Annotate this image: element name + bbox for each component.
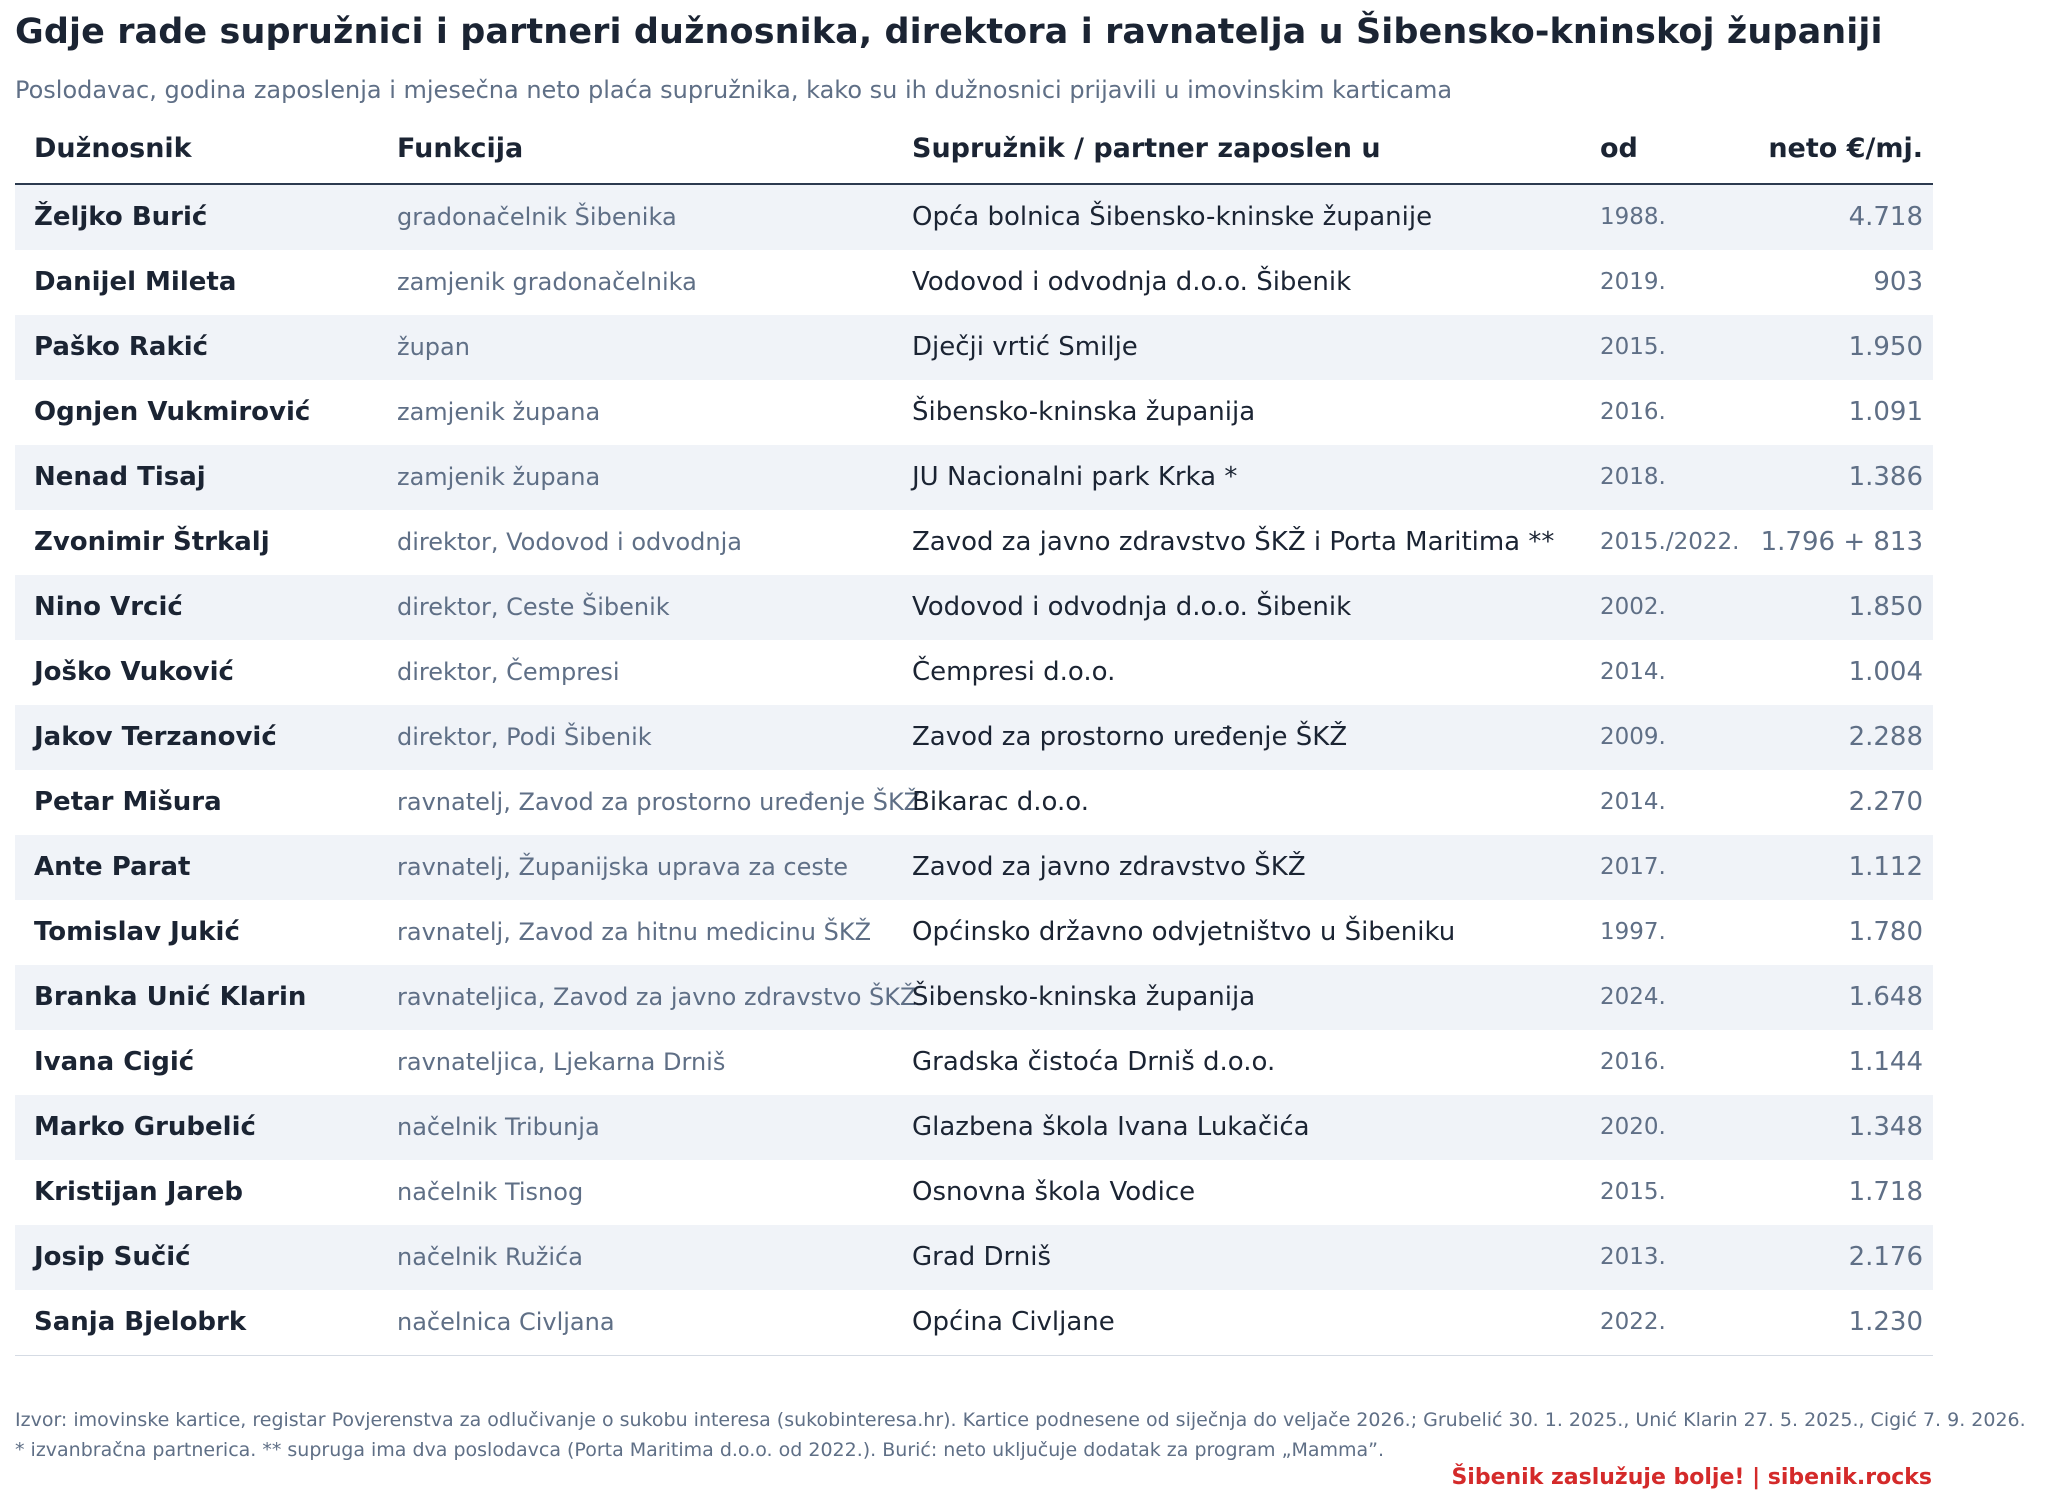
cell-official: Ivana Cigić	[34, 1047, 195, 1077]
cell-official: Paško Rakić	[34, 332, 209, 362]
cell-employer: Dječji vrtić Smilje	[912, 332, 1138, 362]
table-row	[15, 1160, 1933, 1225]
cell-employer: Čempresi d.o.o.	[912, 657, 1116, 687]
cell-official: Nino Vrcić	[34, 592, 183, 622]
table-row	[15, 185, 1933, 250]
table-row	[15, 835, 1933, 900]
source-note: Izvor: imovinske kartice, registar Povjerenstva za odlučivanje o sukobu interesa (sukobinteresa.hr). Kartice podnesene od siječnja do veljače 2026.; Grubelić 30. 1. 2025., Unić Klarin 27. 5. 2025., Cigić 7. 9. 2026.	[15, 1409, 2026, 1431]
cell-employer: Vodovod i odvodnja d.o.o. Šibenik	[912, 592, 1352, 622]
cell-salary: 1.950	[1848, 332, 1923, 362]
column-header-employer: Supružnik / partner zaposlen u	[912, 133, 1381, 164]
cell-since: 2015.	[1600, 334, 1666, 360]
table-row	[15, 510, 1933, 575]
cell-function: ravnatelj, Zavod za hitnu medicinu ŠKŽ	[397, 918, 872, 946]
cell-salary: 1.648	[1848, 982, 1923, 1012]
cell-employer: Zavod za javno zdravstvo ŠKŽ	[912, 852, 1306, 882]
table-header	[15, 118, 1933, 185]
column-header-salary: neto €/mj.	[1768, 133, 1923, 164]
cell-since: 2015./2022.	[1600, 529, 1740, 555]
cell-employer: Opća bolnica Šibensko-kninske županije	[912, 202, 1433, 232]
cell-employer: Općina Civljane	[912, 1307, 1115, 1337]
cell-salary: 903	[1873, 267, 1923, 297]
cell-since: 2019.	[1600, 269, 1666, 295]
cell-official: Petar Mišura	[34, 787, 222, 817]
cell-employer: Vodovod i odvodnja d.o.o. Šibenik	[912, 267, 1352, 297]
cell-since: 2018.	[1600, 464, 1666, 490]
cell-employer: Šibensko-kninska županija	[912, 982, 1256, 1012]
cell-official: Željko Burić	[34, 202, 208, 232]
cell-function: ravnatelj, Županijska uprava za ceste	[397, 853, 849, 881]
table-row	[15, 250, 1933, 315]
cell-function: župan	[397, 333, 470, 361]
column-header-function: Funkcija	[397, 133, 524, 164]
table-bottom-rule	[15, 1355, 1933, 1356]
cell-employer: Zavod za prostorno uređenje ŠKŽ	[912, 722, 1348, 752]
cell-salary: 1.112	[1848, 852, 1923, 882]
table-row	[15, 445, 1933, 510]
cell-since: 2022.	[1600, 1309, 1666, 1335]
cell-function: direktor, Ceste Šibenik	[397, 593, 670, 621]
cell-since: 2014.	[1600, 659, 1666, 685]
cell-function: načelnik Tribunja	[397, 1113, 600, 1141]
table-row	[15, 900, 1933, 965]
cell-official: Ognjen Vukmirović	[34, 397, 311, 427]
cell-salary: 1.796 + 813	[1760, 527, 1923, 557]
cell-function: načelnik Tisnog	[397, 1178, 584, 1206]
cell-employer: Gradska čistoća Drniš d.o.o.	[912, 1047, 1276, 1077]
cell-employer: Osnovna škola Vodice	[912, 1177, 1196, 1207]
cell-official: Zvonimir Štrkalj	[34, 527, 270, 557]
footnotes	[15, 1405, 2026, 1465]
cell-since: 2020.	[1600, 1114, 1666, 1140]
cell-since: 1988.	[1600, 204, 1666, 230]
cell-salary: 2.176	[1848, 1242, 1923, 1272]
cell-salary: 1.348	[1848, 1112, 1923, 1142]
cell-official: Branka Unić Klarin	[34, 982, 307, 1012]
cell-employer: JU Nacionalni park Krka *	[912, 462, 1238, 492]
cell-employer: Glazbena škola Ivana Lukačića	[912, 1112, 1310, 1142]
cell-salary: 1.718	[1848, 1177, 1923, 1207]
table-row	[15, 1030, 1933, 1095]
cell-salary: 1.004	[1848, 657, 1923, 687]
column-header-official: Dužnosnik	[34, 133, 192, 164]
cell-salary: 1.850	[1848, 592, 1923, 622]
page-title: Gdje rade supružnici i partneri dužnosnika, direktora i ravnatelja u Šibensko-kninskoj županiji	[15, 12, 1883, 52]
cell-salary: 1.091	[1848, 397, 1923, 427]
cell-function: ravnateljica, Zavod za javno zdravstvo ŠKŽ	[397, 983, 917, 1011]
cell-since: 2024.	[1600, 984, 1666, 1010]
cell-function: načelnik Ružića	[397, 1243, 583, 1271]
cell-since: 2017.	[1600, 854, 1666, 880]
cell-official: Nenad Tisaj	[34, 462, 206, 492]
cell-salary: 2.270	[1848, 787, 1923, 817]
table-row	[15, 705, 1933, 770]
cell-function: zamjenik župana	[397, 463, 601, 491]
cell-function: zamjenik župana	[397, 398, 601, 426]
cell-since: 2016.	[1600, 399, 1666, 425]
cell-official: Josip Sučić	[34, 1242, 191, 1272]
cell-salary: 1.780	[1848, 917, 1923, 947]
cell-official: Kristijan Jareb	[34, 1177, 244, 1207]
cell-function: direktor, Podi Šibenik	[397, 723, 652, 751]
cell-since: 2014.	[1600, 789, 1666, 815]
cell-employer: Općinsko državno odvjetništvo u Šibeniku	[912, 917, 1456, 947]
table-row	[15, 380, 1933, 445]
table-row	[15, 1290, 1933, 1355]
table-row	[15, 640, 1933, 705]
cell-salary: 4.718	[1848, 202, 1923, 232]
cell-official: Tomislav Jukić	[34, 917, 240, 947]
cell-function: načelnica Civljana	[397, 1308, 615, 1336]
cell-salary: 2.288	[1848, 722, 1923, 752]
cell-since: 1997.	[1600, 919, 1666, 945]
table-row	[15, 770, 1933, 835]
cell-official: Ante Parat	[34, 852, 191, 882]
table-row	[15, 315, 1933, 380]
cell-employer: Zavod za javno zdravstvo ŠKŽ i Porta Maritima **	[912, 527, 1555, 557]
page-subtitle: Poslodavac, godina zaposlenja i mjesečna neto plaća supružnika, kako su ih dužnosnici prijavili u imovinskim karticama	[15, 76, 1453, 104]
cell-official: Marko Grubelić	[34, 1112, 256, 1142]
officials-table	[15, 118, 1933, 1356]
table-row	[15, 575, 1933, 640]
table-body	[15, 185, 1933, 1355]
cell-since: 2016.	[1600, 1049, 1666, 1075]
cell-salary: 1.144	[1848, 1047, 1923, 1077]
table-row	[15, 1095, 1933, 1160]
table-row	[15, 1225, 1933, 1290]
cell-salary: 1.386	[1848, 462, 1923, 492]
cell-function: ravnatelj, Zavod za prostorno uređenje ŠKŽ	[397, 788, 921, 816]
cell-official: Danijel Mileta	[34, 267, 237, 297]
cell-function: zamjenik gradonačelnika	[397, 268, 697, 296]
cell-since: 2015.	[1600, 1179, 1666, 1205]
cell-official: Jakov Terzanović	[34, 722, 277, 752]
cell-since: 2009.	[1600, 724, 1666, 750]
cell-official: Sanja Bjelobrk	[34, 1307, 247, 1337]
cell-employer: Grad Drniš	[912, 1242, 1052, 1272]
cell-function: direktor, Vodovod i odvodnja	[397, 528, 742, 556]
table-row	[15, 965, 1933, 1030]
cell-since: 2002.	[1600, 594, 1666, 620]
cell-salary: 1.230	[1848, 1307, 1923, 1337]
cell-since: 2013.	[1600, 1244, 1666, 1270]
cell-employer: Šibensko-kninska županija	[912, 397, 1256, 427]
column-header-since: od	[1600, 133, 1638, 164]
explanatory-notes: * izvanbračna partnerica. ** supruga ima dva poslodavca (Porta Maritima d.o.o. od 2022.). Burić: neto uključuje dodatak za program „Mamma”.	[15, 1439, 1385, 1461]
cell-official: Joško Vuković	[34, 657, 234, 687]
cell-function: ravnateljica, Ljekarna Drniš	[397, 1048, 726, 1076]
cell-employer: Bikarac d.o.o.	[912, 787, 1089, 817]
brand-tagline: Šibenik zaslužuje bolje! | sibenik.rocks	[1451, 1465, 1932, 1490]
cell-function: gradonačelnik Šibenika	[397, 203, 677, 231]
cell-function: direktor, Čempresi	[397, 658, 620, 686]
